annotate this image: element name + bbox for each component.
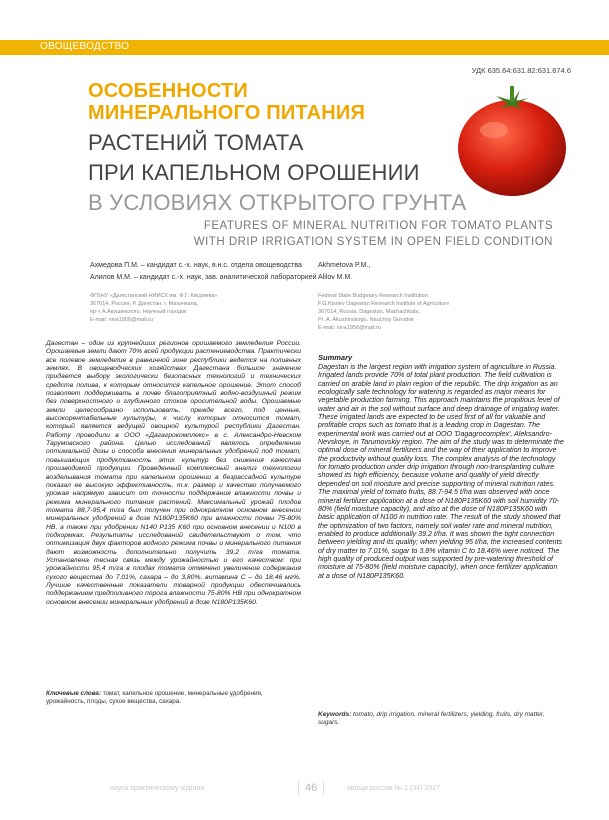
abstract-ru: Дагестан – один из крупнейших регионов орошаемого земледелия России. Орошаемые земли дают 70% всей продукции растениеводства. Практически все полевое земледелие в равнинной зоне республики ведется на поливных землях. В овощеводческих хозяйствах Дагестана большое значение придается выбору экологически безопасных технологий и технических средств полива, к которым относится капельное орошение. Этот способ позволяет поддерживать в почве благоприятный водно-воздушный режим без поверхностного и глубинного стоков оросительной воды. Орошаемые земли целесообразно использовать, прежде всего, под ценные, высокорентабельные культуры, к числу которых относится томат, который является ведущей овощной культурой республики Дагестан. Работу проводили в ООО «Дагагрокомплекс» в с. Александро-Невском Тарумовского района. Целью исследований являлось определение оптимальной дозы и способа внесения минеральных удобрений под томат, повышающих продуктивность этих культур без снижения качества производимой продукции. Проведенный комплексный анализ технологии возделывания томата при капельном орошении в безрассадной культуре показал ее высокую эффективность, т.к. размер и качество получаемого урожая напрямую зависит от точности поддержания влажности почвы и режима минерального питания растений. Максимальный урожай плодов томата 88,7-95,4 т/га был получен при однократном основном внесении минеральных удобрений в дозе N180P135K60 при влажности почвы 75-80% НВ, а также при удобрении N140 P135 K60 при основном внесении и N100 в подкормках. Результаты исследований свидетельствуют о том, что оптимизация двух факторов водного режима почвы и минерального питания дают возможность дополнительно получить 39,2 т/га томата. Установлена тесная связь между урожайностью и его качеством: при урожайности 95,4 т/га в плодах томата отмечено увеличение содержания сухого вещества до 7,01%, сахара – до 3,80%, витамина С – до 18,46 мг%. Лучшие качественные показатели товарной продукции обеспечивались поддержанием предполивного порога влажности 75-80% НВ при однократном основном внесении минеральных удобрений в дозе N180P135K60. (46, 340, 301, 606)
tomato-image (452, 82, 572, 202)
author-ru-1: Ахмедова П.М. – кандидат с.-х. наук, в.н.с. отдела овощеводства (90, 262, 302, 269)
summary-heading: Summary (318, 353, 353, 362)
footer-left: наука практическому журнал (110, 785, 205, 792)
affiliation-ru: ФГБНУ «Дагестанский НИИСХ им. Ф.Г. Кисриева» 367014, Россия, Р. Дагестан, г. Махачкала, пр-т А.Акушинского, Научный городок E-mail: niva1956@mail.ru (90, 293, 218, 323)
author-en-1: Akhmetova P.M., (318, 262, 371, 269)
title-line-4: ПРИ КАПЕЛЬНОМ ОРОШЕНИИ (88, 160, 420, 185)
title-en-line-1: FEATURES OF MINERAL NUTRITION FOR TOMATO PLANTS (203, 220, 553, 232)
author-en-2: Alilov M.M. (318, 274, 353, 281)
keywords-en: Keywords: tomato, drip irrigation, mineral fertilizers, yielding, fruits, dry matter, sugars. (318, 711, 545, 726)
author-ru-2: Алилов М.М. – кандидат с.-х. наук, зав. аналитической лабораторией (90, 274, 317, 281)
title-line-2: МИНЕРАЛЬНОГО ПИТАНИЯ (88, 102, 366, 124)
title-line-1: ОСОБЕННОСТИ (88, 80, 248, 102)
page-number: 46 (298, 781, 324, 795)
page-footer (0, 781, 609, 799)
keywords-ru: Ключевые слова: томат, капельное орошение, минеральные удобрения, урожайность, плоды, сухое вещества, сахара. (46, 690, 263, 705)
udk-code: УДК 635.64:631.82:631.674.6 (471, 66, 571, 75)
affiliation-en: Federal State Budgetary Research Institution F.G.Kisriev Dagestan Research Institute of Agriculture 367014, Russia, Dagestan, Makhachkala, Pr. A. Akushinskogo, Nauchny Gorodok E-mail: niva1956@mail.ru (318, 293, 450, 331)
title-line-5: В УСЛОВИЯХ ОТКРЫТОГО ГРУНТА (88, 190, 467, 215)
title-line-3: РАСТЕНИЙ ТОМАТА (88, 130, 304, 155)
title-en-line-2: WITH DRIP IRRIGATION SYSTEM IN OPEN FIELD CONDITION (193, 236, 553, 248)
section-label: ОВОЩЕВОДСТВО (40, 41, 130, 52)
summary-text: Dagestan is the largest region with irrigation system of agriculture in Russia. Irrigated lands provide 70% of total plant production. The field cultivation is carried on arable land in plain region of the republic. The drip irrigation as an ecologically safe technology for watering is regarded as major means for vegetable production farming. This approach maintains the propitious level of water and air in the soil without surface and deep drainage of irrigating water. These irrigated lands are expected to be used first of all for valuable and profitable crops such as tomato that is a leading crop in Dagestan. The experimental work was carried out at OOO 'Dagagrocomplex', Aleksandro-Nevskoye, in Tarumovskiy region. The aim of the study was to determinate the optimal dose of mineral fertilizers and the way of their application to improve the productivity without quality loss. The complex analysis of the technology for tomato production under drip irrigation through non-transplanting culture showed its high efficiency, because volume and quality of yield directly depended on soil moisture and precise supporting of mineral nutrition rates. The maximal yield of tomato fruits, 88.7-94.5 t/ha was observed with once mineral fertilizer application at a dose of N180P135K60 with soil humidity 70-80% (field moisture capacity), and also at the dose of N180P135K60 with basic application of N100 in nutrition rate. The result of the study showed that the optimization of two factors, namely soil water rate and mineral nutrition, enabled to produce additionally 39.2 t/ha. It was shown the tight connection between yielding and its quality; when yielding 95 t/ha, the increased contents of dry matter to 7.01%, sugar to 3.8% vitamin C to 18.46% were noticed. The high quality of produced output was supported by pre-watering threshold of moisture at 75-80% (field moisture capacity), when once fertilizer application at a dose of N180P135K60. (318, 363, 564, 580)
section-band (0, 40, 609, 55)
footer-right: овощи россии № 1 (34) 2017 (347, 785, 440, 792)
